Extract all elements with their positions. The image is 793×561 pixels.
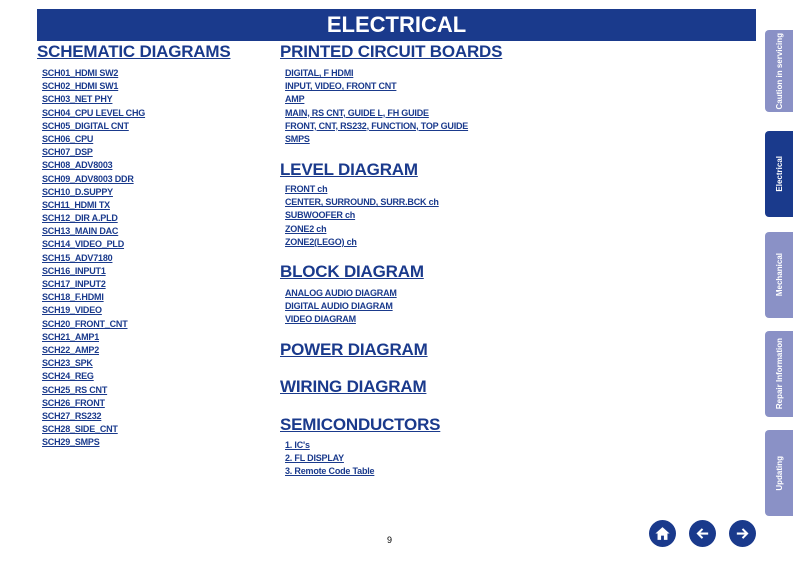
block-item-link[interactable]: ANALOG AUDIO DIAGRAM (285, 288, 397, 298)
schematic-item-link[interactable]: SCH16_INPUT1 (42, 265, 106, 276)
schematic-list (42, 65, 145, 447)
level-heading[interactable]: LEVEL DIAGRAM (280, 160, 418, 179)
arrow-right-icon (734, 525, 751, 542)
schematic-item-link[interactable]: SCH06_CPU (42, 133, 94, 144)
block-list (285, 285, 397, 325)
tab-repair-label: Repair Information (774, 338, 784, 410)
schematic-item-link[interactable]: SCH11_HDMI TX (42, 199, 110, 210)
schematic-item (42, 263, 145, 276)
schematic-item-link[interactable]: SCH20_FRONT_CNT (42, 318, 128, 329)
schematic-item-link[interactable]: SCH04_CPU LEVEL CHG (42, 107, 146, 118)
forward-button[interactable] (729, 520, 756, 547)
pcb-item-link[interactable]: MAIN, RS CNT, GUIDE L, FH GUIDE (285, 107, 429, 118)
pcb-item (285, 105, 468, 118)
tab-mechanical[interactable] (765, 232, 793, 318)
schematic-item (42, 342, 145, 355)
level-list (285, 181, 439, 247)
block-item (285, 311, 397, 324)
schematic-item (42, 184, 145, 197)
semi-item (285, 463, 374, 476)
semi-item (285, 437, 374, 450)
home-icon (654, 525, 671, 542)
pcb-item-link[interactable]: SMPS (285, 133, 310, 144)
tab-electrical[interactable] (765, 131, 793, 217)
power-heading[interactable]: POWER DIAGRAM (280, 340, 428, 359)
schematic-item-link[interactable]: SCH17_INPUT2 (42, 279, 106, 289)
schematic-item (42, 382, 145, 395)
schematic-item (42, 329, 145, 342)
schematic-item (42, 316, 145, 329)
schematic-item (42, 421, 145, 434)
schematic-item-link[interactable]: SCH29_SMPS (42, 437, 100, 448)
schematic-item-link[interactable]: SCH18_F.HDMI (42, 292, 104, 303)
schematic-item-link[interactable]: SCH26_FRONT (42, 397, 105, 408)
block-item-link[interactable]: DIGITAL AUDIO DIAGRAM (285, 301, 393, 312)
page-title: ELECTRICAL (326, 12, 467, 37)
schematic-item-link[interactable]: SCH09_ADV8003 DDR (42, 173, 134, 184)
tab-repair-information[interactable] (765, 331, 793, 417)
schematic-item-link[interactable]: SCH14_VIDEO_PLD (42, 239, 125, 250)
block-item (285, 298, 397, 311)
schematic-item (42, 65, 145, 78)
semi-heading[interactable]: SEMICONDUCTORS (280, 415, 441, 434)
schematic-item-link[interactable]: SCH27_RS232 (42, 410, 102, 421)
schematic-item (42, 276, 145, 289)
tab-updating[interactable] (765, 430, 793, 516)
schematic-item (42, 223, 145, 236)
semi-item-link[interactable]: 3. Remote Code Table (285, 466, 375, 477)
schematic-item-link[interactable]: SCH05_DIGITAL CNT (42, 120, 129, 131)
schematic-item (42, 302, 145, 315)
arrow-left-icon (694, 525, 711, 542)
schematic-item (42, 118, 145, 131)
pcb-item-link[interactable]: AMP (285, 94, 305, 105)
pcb-item (285, 118, 468, 131)
section-header (37, 9, 756, 41)
schematic-heading[interactable]: SCHEMATIC DIAGRAMS (37, 42, 231, 61)
schematic-item (42, 144, 145, 157)
wiring-heading[interactable]: WIRING DIAGRAM (280, 377, 427, 396)
schematic-item (42, 171, 145, 184)
tab-caution[interactable] (765, 30, 793, 112)
schematic-item-link[interactable]: SCH21_AMP1 (42, 331, 100, 342)
back-button[interactable] (689, 520, 716, 547)
schematic-item-link[interactable]: SCH07_DSP (42, 147, 93, 158)
schematic-item-link[interactable]: SCH25_RS CNT (42, 384, 108, 395)
schematic-item-link[interactable]: SCH03_NET PHY (42, 94, 113, 105)
page-number: 9 (387, 535, 393, 545)
schematic-item (42, 210, 145, 223)
schematic-item (42, 78, 145, 91)
schematic-item (42, 197, 145, 210)
schematic-item (42, 434, 145, 447)
schematic-item-link[interactable]: SCH02_HDMI SW1 (42, 81, 119, 92)
block-item (285, 285, 397, 298)
pcb-item (285, 91, 468, 104)
schematic-item-link[interactable]: SCH15_ADV7180 (42, 252, 113, 263)
schematic-item-link[interactable]: SCH08_ADV8003 (42, 160, 113, 171)
home-button[interactable] (649, 520, 676, 547)
semi-item-link[interactable]: 1. IC's (285, 440, 310, 450)
semi-item-link[interactable]: 2. FL DISPLAY (285, 453, 344, 464)
pcb-item-link[interactable]: INPUT, VIDEO, FRONT CNT (285, 81, 397, 92)
pcb-item (285, 65, 468, 78)
level-item (285, 181, 439, 194)
schematic-item (42, 236, 145, 249)
pcb-item-link[interactable]: DIGITAL, F HDMI (285, 68, 354, 78)
schematic-item (42, 105, 145, 118)
schematic-item (42, 250, 145, 263)
schematic-item-link[interactable]: SCH12_DIR A.PLD (42, 213, 118, 224)
semi-list (285, 437, 374, 477)
block-heading[interactable]: BLOCK DIAGRAM (280, 262, 424, 281)
level-item-link[interactable]: ZONE2 ch (285, 223, 327, 234)
level-item-link[interactable]: CENTER, SURROUND, SURR.BCK ch (285, 197, 439, 208)
tab-mechanical-label: Mechanical (774, 253, 784, 297)
level-item-link[interactable]: ZONE2(LEGO) ch (285, 236, 357, 247)
pcb-item-link[interactable]: FRONT, CNT, RS232, FUNCTION, TOP GUIDE (285, 120, 469, 131)
tab-electrical-label: Electrical (774, 156, 784, 192)
schematic-item (42, 395, 145, 408)
pcb-item (285, 78, 468, 91)
schematic-item (42, 157, 145, 170)
schematic-item-link[interactable]: SCH10_D.SUPPY (42, 186, 113, 197)
level-item (285, 234, 439, 247)
schematic-item-link[interactable]: SCH13_MAIN DAC (42, 226, 119, 237)
level-item (285, 221, 439, 234)
schematic-item (42, 408, 145, 421)
pcb-list (285, 65, 468, 144)
schematic-item (42, 355, 145, 368)
tab-caution-label: Caution in servicing (774, 32, 784, 110)
level-item (285, 207, 439, 220)
schematic-item-link[interactable]: SCH28_SIDE_CNT (42, 424, 118, 435)
pcb-heading[interactable]: PRINTED CIRCUIT BOARDS (280, 42, 503, 61)
schematic-item (42, 131, 145, 144)
schematic-item-link[interactable]: SCH01_HDMI SW2 (42, 68, 119, 78)
level-item-link[interactable]: FRONT ch (285, 184, 328, 194)
semi-item (285, 450, 374, 463)
schematic-item (42, 368, 145, 381)
schematic-item-link[interactable]: SCH24_REG (42, 371, 94, 382)
schematic-item-link[interactable]: SCH22_AMP2 (42, 344, 100, 355)
pcb-item (285, 131, 468, 144)
tab-updating-label: Updating (774, 455, 784, 491)
schematic-item (42, 289, 145, 302)
level-item-link[interactable]: SUBWOOFER ch (285, 210, 356, 221)
block-item-link[interactable]: VIDEO DIAGRAM (285, 314, 356, 325)
schematic-item-link[interactable]: SCH19_VIDEO (42, 305, 102, 316)
level-item (285, 194, 439, 207)
schematic-item-link[interactable]: SCH23_SPK (42, 358, 93, 369)
schematic-item (42, 91, 145, 104)
